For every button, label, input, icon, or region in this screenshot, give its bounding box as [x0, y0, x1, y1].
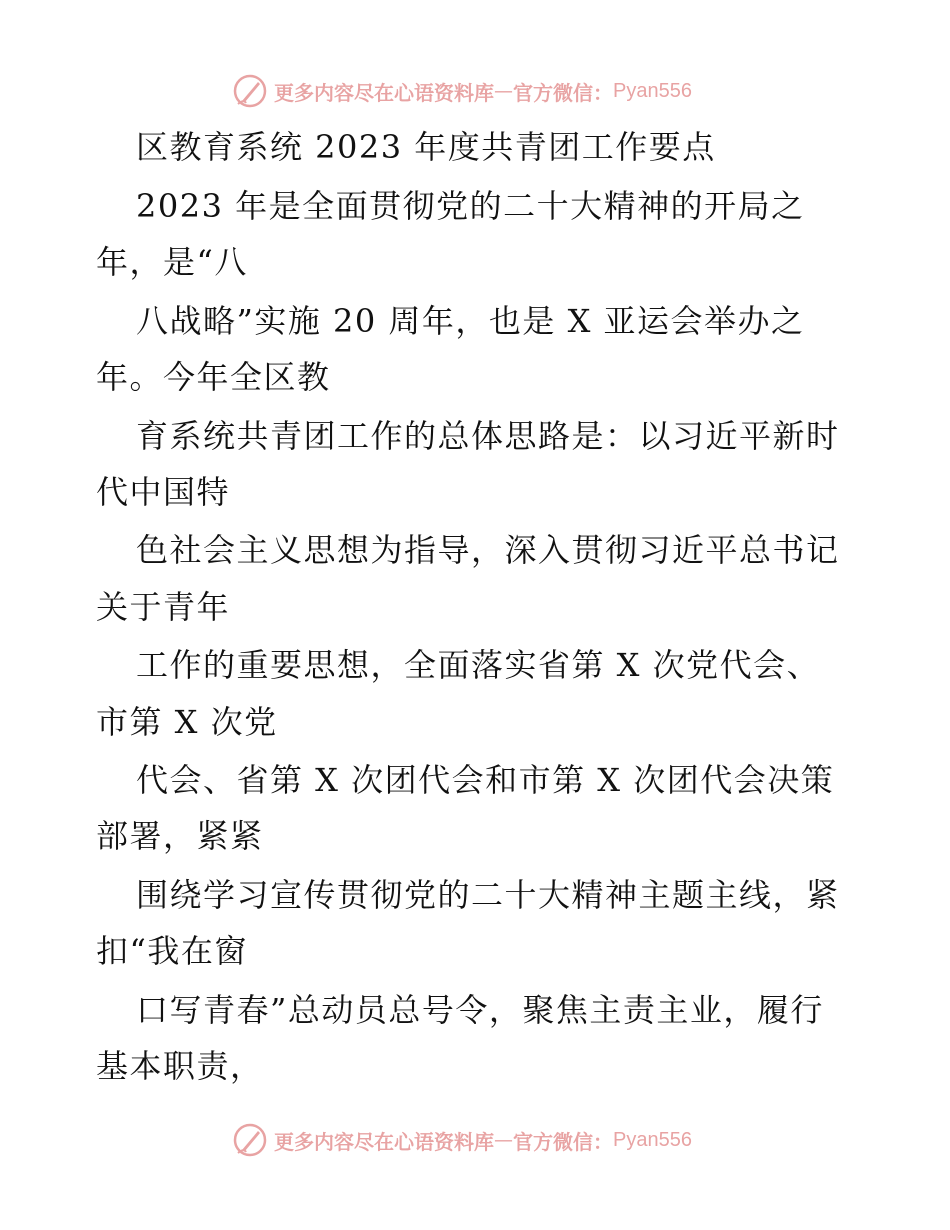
paragraph-line: 2023 年是全面贯彻党的二十大精神的开局之 — [136, 187, 805, 225]
paragraph-line: 口写青春”总动员总号令，聚焦主责主业，履行 — [136, 991, 824, 1029]
header-watermark-banner — [232, 71, 692, 111]
banner-separator: — — [494, 1129, 513, 1151]
banner-site-text: 更多内容尽在心语资料库 — [274, 80, 494, 105]
banner-wechat-label: 官方微信： — [513, 1129, 613, 1154]
banner-wechat-label: 官方微信： — [513, 80, 613, 105]
banner-site-text: 更多内容尽在心语资料库 — [274, 1129, 494, 1154]
paragraph-line: 色社会主义思想为指导，深入贯彻习近平总书记 — [136, 531, 840, 569]
paragraph-line: 工作的重要思想，全面落实省第 X 次党代会、 — [136, 646, 821, 684]
banner-separator: — — [494, 80, 513, 102]
quill-pen-logo-icon — [232, 1122, 268, 1158]
paragraph-line: 年。今年全区教 — [96, 358, 331, 396]
paragraph-line: 围绕学习宣传贯彻党的二十大精神主题主线，紧 — [136, 876, 840, 914]
paragraph-line: 育系统共青团工作的总体思路是：以习近平新时 — [136, 417, 840, 455]
footer-watermark-banner — [232, 1120, 692, 1160]
paragraph-line: 八战略”实施 20 周年，也是 X 亚运会举办之 — [136, 302, 805, 340]
paragraph-line: 部署，紧紧 — [96, 817, 264, 855]
banner-wechat-id: Pyan556 — [613, 1128, 692, 1151]
banner-wechat-id: Pyan556 — [613, 79, 692, 102]
paragraph-line: 基本职责， — [96, 1047, 264, 1085]
paragraph-line: 代中国特 — [96, 473, 231, 511]
quill-pen-logo-icon — [232, 73, 268, 109]
paragraph-line: 年，是“八 — [96, 243, 248, 281]
paragraph-line: 关于青年 — [96, 588, 231, 626]
document-title: 区教育系统 2023 年度共青团工作要点 — [136, 128, 716, 166]
paragraph-line: 市第 X 次党 — [96, 703, 278, 741]
paragraph-line: 扣“我在窗 — [96, 932, 248, 970]
paragraph-line: 代会、省第 X 次团代会和市第 X 次团代会决策 — [136, 761, 835, 799]
